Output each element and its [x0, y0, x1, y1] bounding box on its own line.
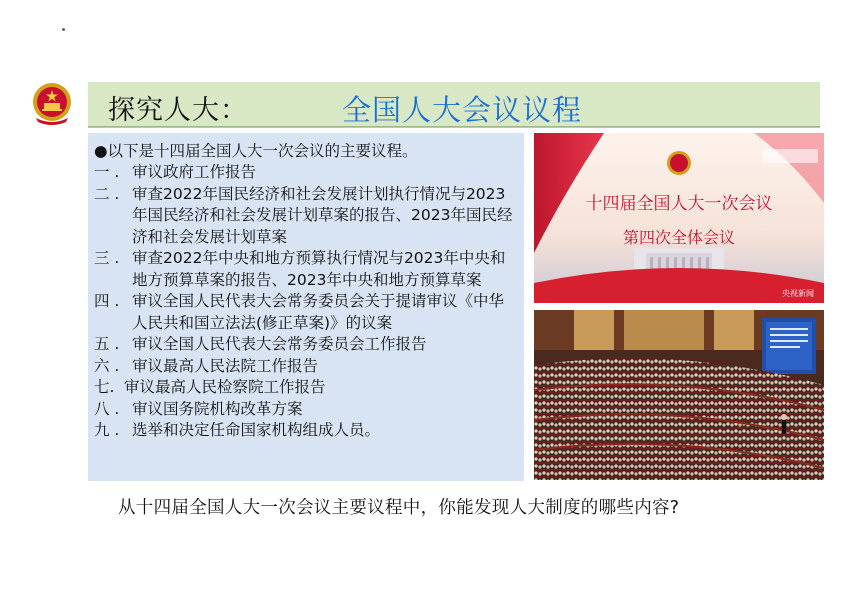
agenda-item-number: 九 .	[94, 421, 120, 439]
decorative-dot	[62, 28, 65, 31]
section-title: 探究人大：	[108, 95, 248, 126]
agenda-item-text: 审议全国人民代表大会常务委员会关于提请审议《中华人民共和国立法法(修正草案)》的议案	[132, 292, 505, 332]
session-title-line2: 第四次全体会议	[622, 228, 735, 247]
agenda-item	[94, 184, 518, 249]
agenda-item-text: 审议国务院机构改革方案	[132, 399, 303, 418]
agenda-item-number: 七.	[94, 378, 115, 396]
agenda-item	[94, 248, 518, 291]
agenda-item-number: 五 .	[94, 335, 120, 353]
agenda-item-text: 审议最高人民检察院工作报告	[124, 378, 326, 396]
agenda-item-text: 选举和决定任命国家机构组成人员。	[132, 421, 381, 439]
assembly-hall-graphic	[534, 310, 824, 480]
agenda-item	[94, 162, 518, 184]
agenda-item-text: 审议最高人民法院工作报告	[132, 356, 319, 375]
agenda-item-text: 审查2022年中央和地方预算执行情况与2023年中央和地方预算草案的报告、2023年中央和地方预算草案	[132, 249, 506, 289]
agenda-item-number: 四 .	[94, 292, 120, 310]
agenda-intro: ●以下是十四届全国人大一次会议的主要议程。	[94, 142, 418, 160]
agenda-item	[94, 399, 518, 421]
agenda-item-number: 八 .	[94, 399, 120, 418]
agenda-item-number: 六 .	[94, 356, 120, 375]
agenda-item-text: 审议全国人民代表大会常务委员会工作报告	[132, 335, 427, 353]
session-title-line1: 十四届全国人大一次会议	[585, 194, 773, 214]
agenda-item-text: 审议政府工作报告	[132, 163, 257, 181]
agenda-item-number: 三 .	[94, 249, 120, 267]
agenda-item	[94, 334, 518, 356]
agenda-item	[94, 420, 518, 442]
agenda-box	[88, 133, 524, 481]
discussion-question: 从十四届全国人大一次会议主要议程中，你能发现人大制度的哪些内容?	[118, 498, 680, 518]
national-emblem-icon	[28, 80, 76, 128]
agenda-item	[94, 377, 518, 399]
session-title-graphic	[534, 133, 824, 303]
photo-credit: 央视新闻	[782, 289, 814, 298]
assembly-hall-photo	[534, 310, 824, 480]
section-subtitle: 全国人大会议议程	[342, 93, 583, 127]
agenda-item	[94, 356, 518, 378]
agenda-item-number: 一 .	[94, 163, 120, 181]
agenda-item-number: 二 .	[94, 184, 120, 203]
session-title-photo	[534, 133, 824, 303]
agenda-item-text: 审查2022年国民经济和社会发展计划执行情况与2023年国民经济和社会发展计划草案的报告、2023年国民经济和社会发展计划草案	[132, 184, 513, 246]
agenda-item	[94, 291, 518, 334]
